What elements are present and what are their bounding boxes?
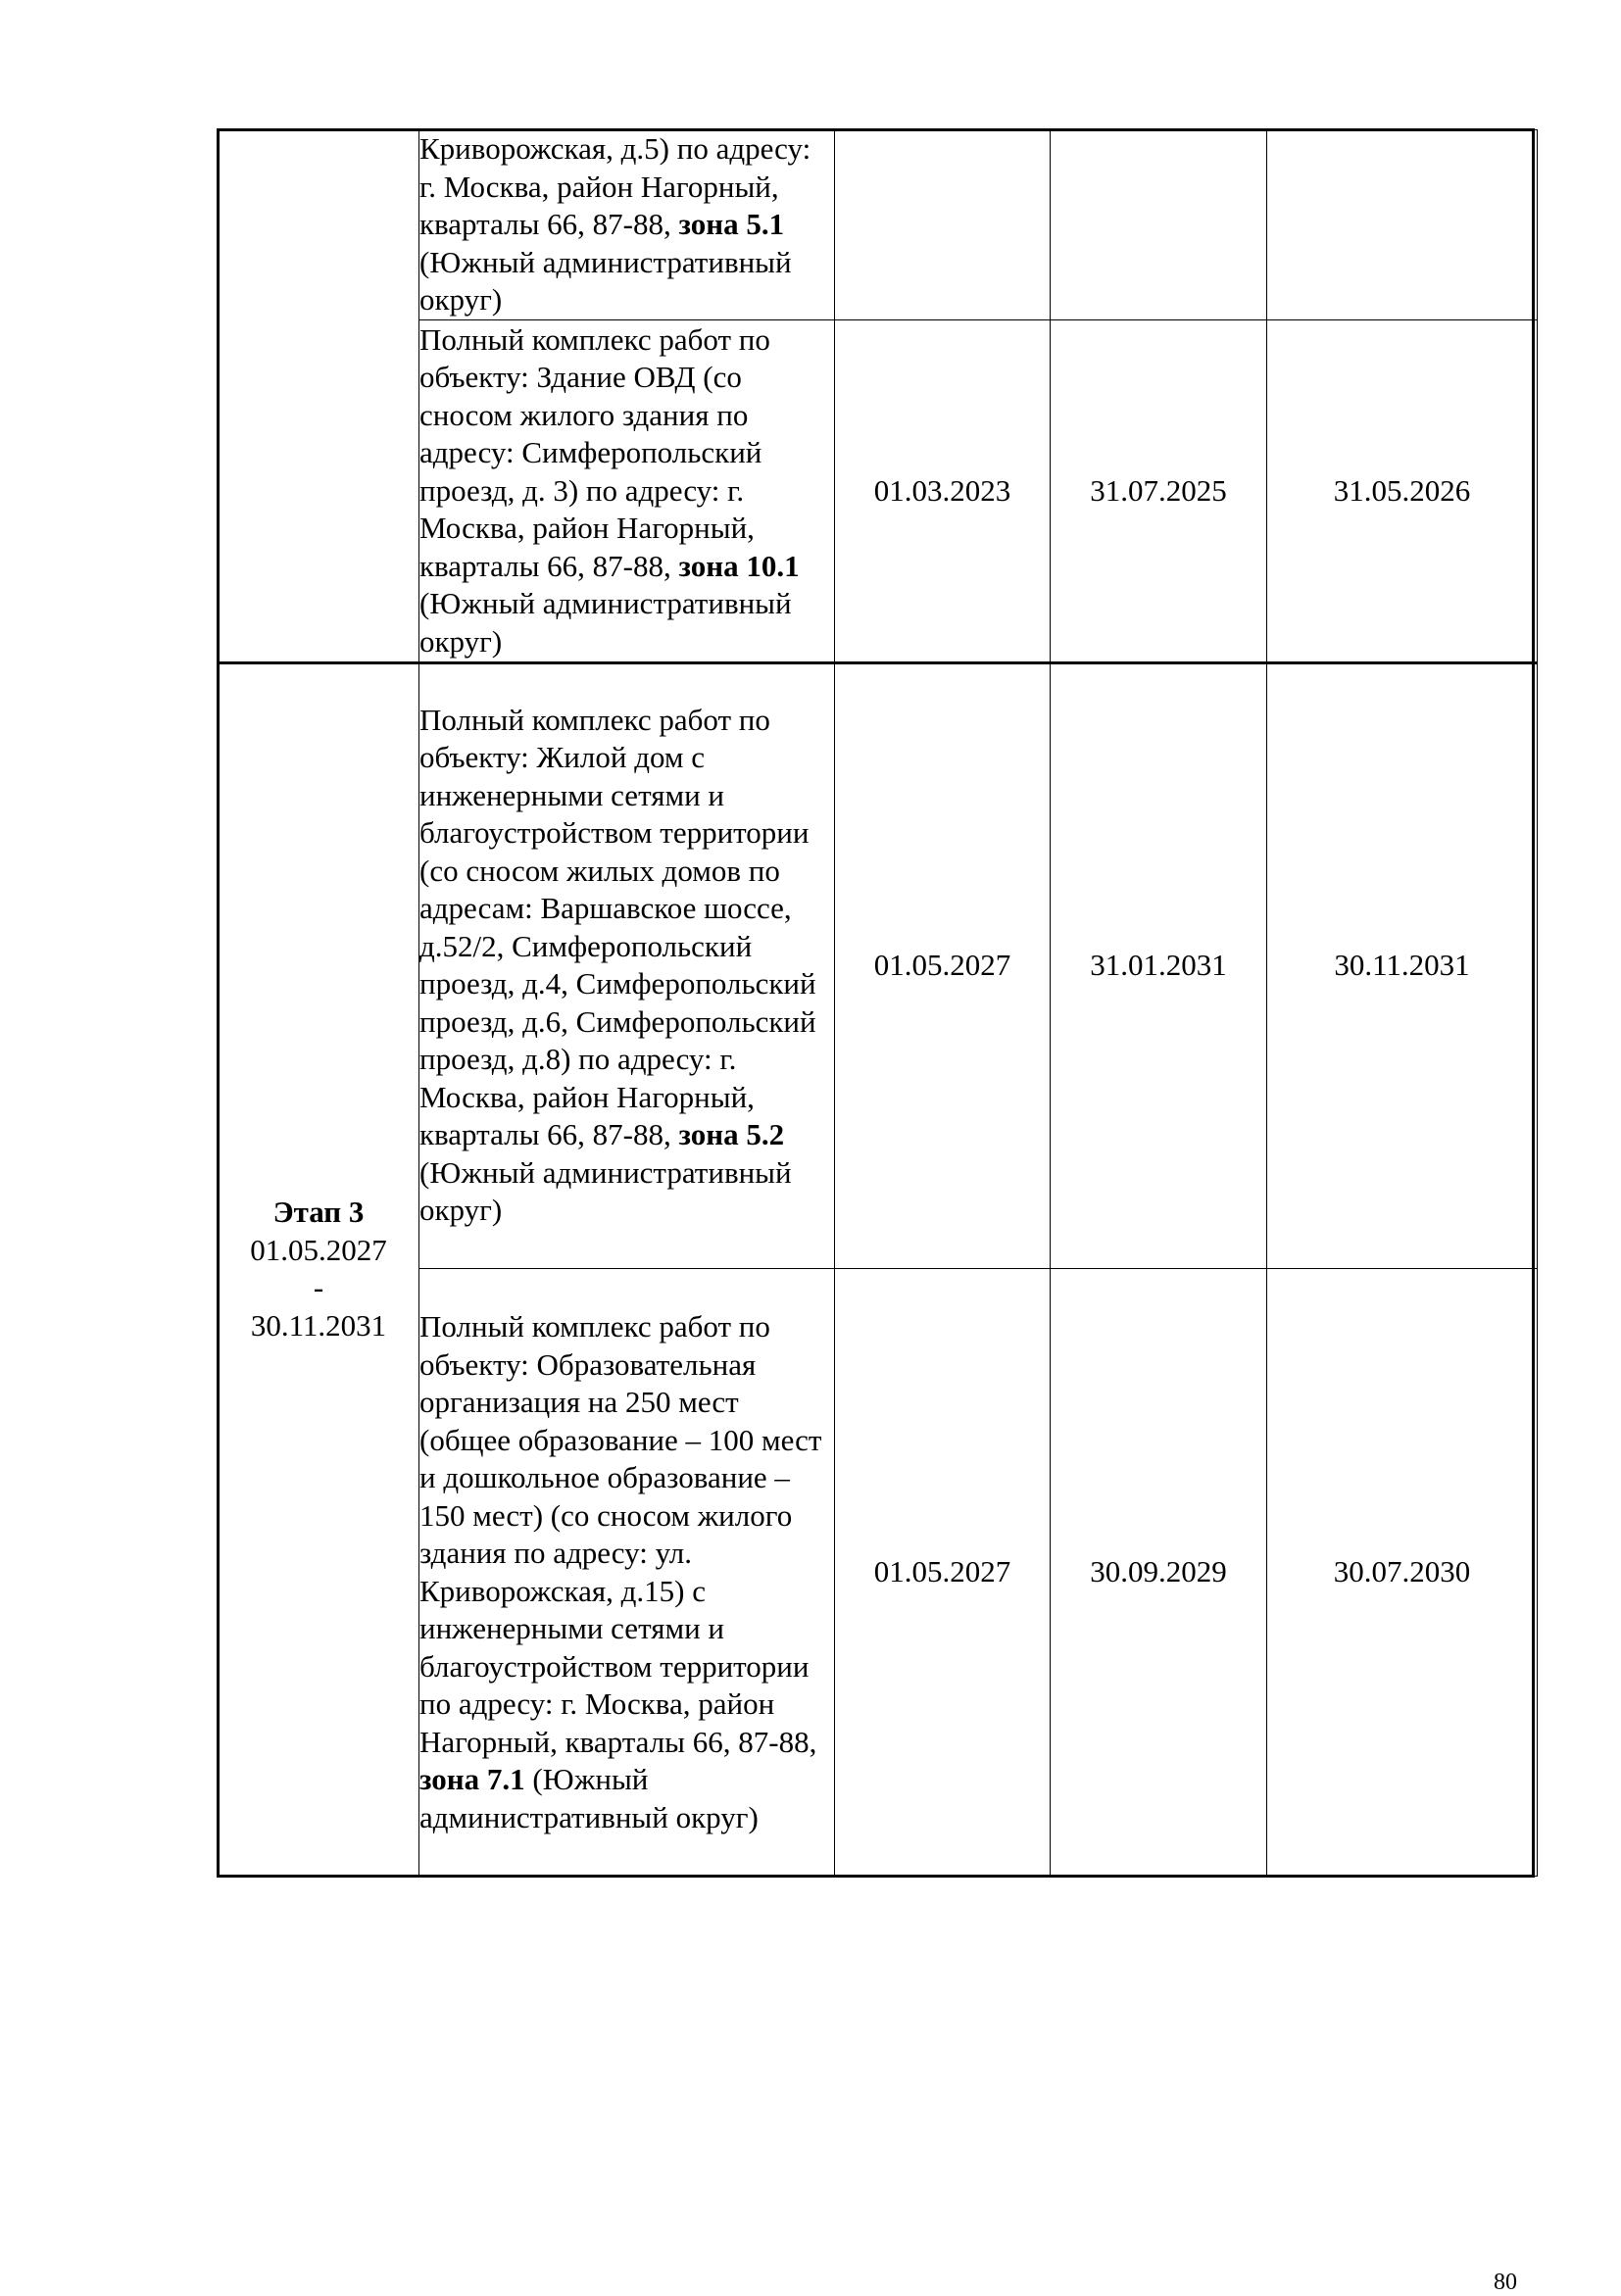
finish-date-cell: 31.05.2026 <box>1267 320 1538 662</box>
stage-cell-empty <box>219 130 419 662</box>
object-text-run: (Южный административный округ) <box>419 1762 759 1834</box>
stage-from: 01.05.2027 <box>250 1232 387 1267</box>
object-cell <box>419 320 835 662</box>
page-number: 80 <box>1494 2270 1517 2295</box>
object-cell <box>419 662 835 1269</box>
start-date-cell: 01.03.2023 <box>835 320 1051 662</box>
start-date-cell <box>835 130 1051 320</box>
start-date-cell: 01.05.2027 <box>835 662 1051 1269</box>
object-text-run: (Южный административный округ) <box>419 244 792 318</box>
stage-title: Этап 3 <box>272 1195 365 1229</box>
end-date-cell <box>1051 130 1267 320</box>
object-text <box>419 131 810 317</box>
zone-label: зона 5.1 <box>678 207 785 242</box>
zone-label: зона 7.1 <box>419 1762 525 1796</box>
stage-dash: - <box>313 1270 324 1304</box>
stage-divider <box>217 661 1537 664</box>
object-text-run: Полный комплекс работ по объекту: Образовательная организация на 250 мест (общее образование – 100 мест и дошкольное образование – 150 мест) (со сносом жилого здания по адресу: ул. Криворожская, д.15) с инженерными сетями и благоустройством территории по адресу: г. Москва, район Нагорный, кварталы 66, 87-88, <box>419 1309 822 1759</box>
object-text-run: Криворожская, д.5) по адресу: г. Москва, район Нагорный, кварталы 66, 87-88, <box>419 131 811 242</box>
end-date-cell: 31.01.2031 <box>1051 662 1267 1269</box>
stage-to: 30.11.2031 <box>250 1307 387 1343</box>
object-text <box>419 322 800 659</box>
finish-date-cell <box>1267 130 1538 320</box>
end-date-cell: 31.07.2025 <box>1051 320 1267 662</box>
object-cell <box>419 130 835 320</box>
object-text-run: (Южный административный округ) <box>419 586 792 659</box>
zone-label: зона 5.2 <box>678 1117 785 1151</box>
schedule-table <box>218 129 1538 1877</box>
object-text <box>419 703 816 1228</box>
table-row <box>219 130 1538 320</box>
object-text <box>419 1309 821 1834</box>
object-text-run: Полный комплекс работ по объекту: Здание ОВД (со сносом жилого здания по адресу: Симферопольский проезд, д. 3) по адресу: г. Москва, район Нагорный, кварталы 66, 87-88, <box>419 321 770 583</box>
object-text-run: Полный комплекс работ по объекту: Жилой дом с инженерными сетями и благоустройством территории (со сносом жилых домов по адресам: Варшавское шоссе, д.52/2, Симферопольский проезд, д.4, Симферопольский проезд, д.6, Симферопольский проезд, д.8) по адресу: г. Москва, район Нагорный, кварталы 66, 87-88, <box>419 702 816 1151</box>
finish-date-cell: 30.07.2030 <box>1267 1269 1538 1877</box>
start-date-cell: 01.05.2027 <box>835 1269 1051 1877</box>
finish-date-cell: 30.11.2031 <box>1267 662 1538 1269</box>
object-text-run: (Южный административный округ) <box>419 1154 792 1227</box>
end-date-cell: 30.09.2029 <box>1051 1269 1267 1877</box>
zone-label: зона 10.1 <box>678 548 800 583</box>
table-row <box>219 662 1538 1269</box>
stage-cell <box>219 662 419 1877</box>
object-cell <box>419 1269 835 1877</box>
